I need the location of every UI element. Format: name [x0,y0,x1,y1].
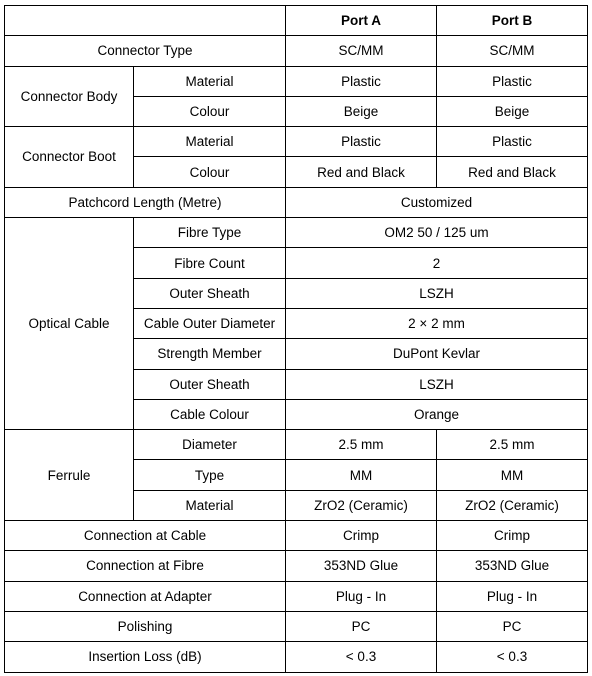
port-b-value: Crimp [437,521,588,551]
table-row [5,551,588,581]
row-label: Diameter [134,430,286,460]
table-row [5,642,588,672]
header-row [5,6,588,36]
row-label: Material [134,490,286,520]
port-b-value: Plastic [437,66,588,96]
shared-value: 2 [286,248,588,278]
port-a-value: ZrO2 (Ceramic) [286,490,437,520]
table-row [5,36,588,66]
shared-value: LSZH [286,369,588,399]
group-label: Connector Boot [5,127,134,188]
port-a-value: 2.5 mm [286,430,437,460]
spec-table [4,5,588,673]
shared-value: DuPont Kevlar [286,339,588,369]
port-a-value: < 0.3 [286,642,437,672]
row-label: Fibre Type [134,218,286,248]
table-row [5,611,588,641]
port-a-value: Plastic [286,66,437,96]
port-a-value: 353ND Glue [286,551,437,581]
row-label: Connector Type [5,36,286,66]
shared-value: Customized [286,187,588,217]
port-b-value: 2.5 mm [437,430,588,460]
table-row [5,430,588,460]
row-label: Outer Sheath [134,369,286,399]
port-b-value: MM [437,460,588,490]
row-label: Outer Sheath [134,278,286,308]
table-row [5,521,588,551]
port-a-value: MM [286,460,437,490]
port-b-value: Red and Black [437,157,588,187]
row-label: Polishing [5,611,286,641]
row-label: Colour [134,157,286,187]
port-a-value: Beige [286,96,437,126]
row-label: Connection at Adapter [5,581,286,611]
port-b-value: 353ND Glue [437,551,588,581]
shared-value: OM2 50 / 125 um [286,218,588,248]
row-label: Material [134,127,286,157]
group-label: Ferrule [5,430,134,521]
port-a-value: Plastic [286,127,437,157]
table-row [5,581,588,611]
port-a-header: Port A [286,6,437,36]
port-a-value: SC/MM [286,36,437,66]
port-b-value: < 0.3 [437,642,588,672]
table-row [5,187,588,217]
header-blank-cell [5,6,286,36]
table-row [5,218,588,248]
port-b-value: Plug - In [437,581,588,611]
row-label: Insertion Loss (dB) [5,642,286,672]
shared-value: 2 × 2 mm [286,308,588,338]
table-row [5,66,588,96]
table-row [5,127,588,157]
port-a-value: Crimp [286,521,437,551]
row-label: Material [134,66,286,96]
row-label: Cable Outer Diameter [134,308,286,338]
port-a-value: PC [286,611,437,641]
shared-value: LSZH [286,278,588,308]
port-b-value: Beige [437,96,588,126]
port-a-value: Red and Black [286,157,437,187]
row-label: Cable Colour [134,399,286,429]
port-b-value: Plastic [437,127,588,157]
group-label: Optical Cable [5,218,134,430]
port-b-value: ZrO2 (Ceramic) [437,490,588,520]
row-label: Colour [134,96,286,126]
row-label: Fibre Count [134,248,286,278]
row-label: Strength Member [134,339,286,369]
row-label: Patchcord Length (Metre) [5,187,286,217]
group-label: Connector Body [5,66,134,127]
row-label: Connection at Cable [5,521,286,551]
row-label: Type [134,460,286,490]
row-label: Connection at Fibre [5,551,286,581]
port-b-value: SC/MM [437,36,588,66]
port-a-value: Plug - In [286,581,437,611]
port-b-header: Port B [437,6,588,36]
port-b-value: PC [437,611,588,641]
shared-value: Orange [286,399,588,429]
